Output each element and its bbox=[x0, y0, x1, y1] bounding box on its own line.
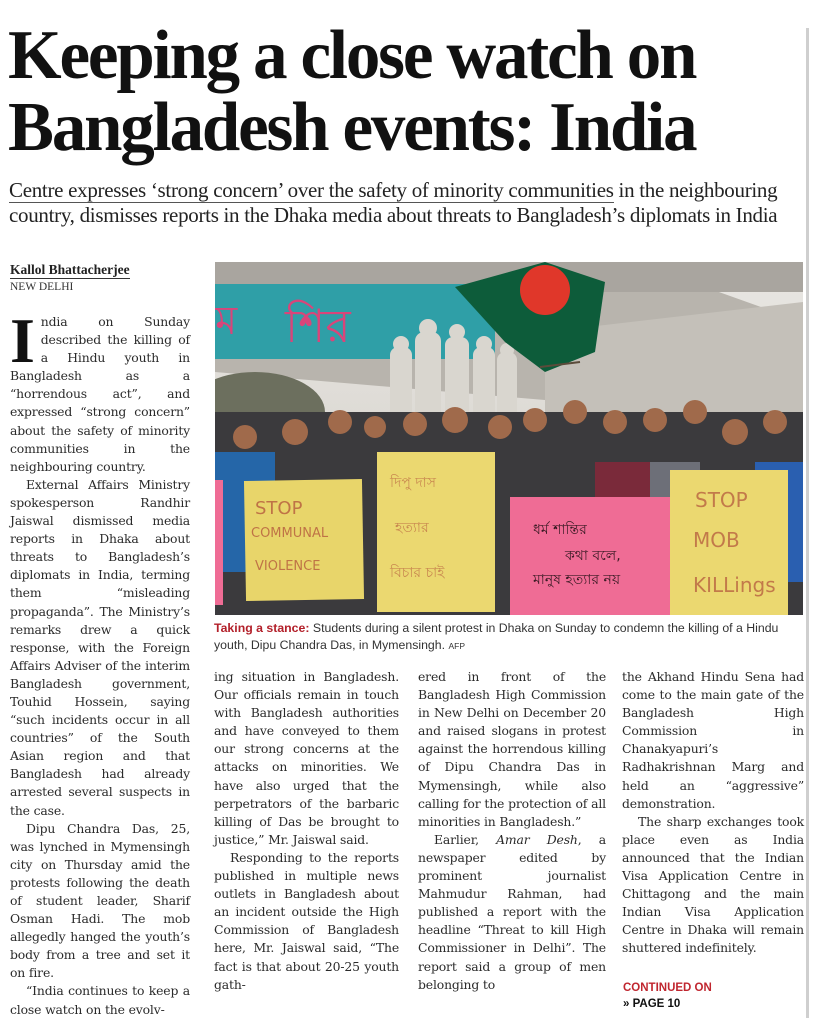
svg-text:ধর্ম শান্তির: ধর্ম শান্তির bbox=[533, 522, 587, 538]
caption-text: Students during a silent protest in Dhaka on Sunday to condemn the killing of a Hindu youth, Dipu Chandra Das, in Mymensingh. bbox=[214, 621, 779, 652]
caption-lead: Taking a stance: bbox=[214, 621, 310, 635]
banner-text: শির bbox=[285, 299, 351, 353]
continued-on-label: CONTINUED ON bbox=[623, 982, 712, 994]
svg-text:হত্যার: হত্যার bbox=[395, 520, 429, 536]
dateline: NEW DELHI bbox=[10, 281, 74, 293]
svg-text:VIOLENCE: VIOLENCE bbox=[255, 559, 321, 574]
svg-text:কথা বলে,: কথা বলে, bbox=[565, 548, 621, 564]
svg-text:KILLings: KILLings bbox=[693, 573, 776, 597]
photo-credit: AFP bbox=[448, 641, 465, 651]
paragraph: Dipu Chandra Das, 25, was lynched in Mymensingh city on Thursday amid the protests following the death of student leader, Sharif Osman Hadi. The mob allegedly hanged the youth’s body from a tree and set it on fire. bbox=[10, 820, 190, 981]
article-column-1 bbox=[10, 305, 190, 1019]
continued-page-link[interactable]: » PAGE 10 bbox=[623, 998, 681, 1010]
paragraph: Earlier, Amar Desh, a newspaper edited by prominent journalist Mahmudur Rahman, had published a report with the headline “Threat to kill High Commissioner in Delhi”. The report said a group of men belonging to bbox=[418, 831, 606, 992]
photo-caption bbox=[214, 620, 804, 655]
protest-photo-illustration bbox=[215, 262, 803, 615]
paragraph: External Affairs Ministry spokesperson Randhir Jaiswal dismissed media reports in Dhaka about threats to Bangladesh’s diplomats in India, terming them “misleading propaganda”. The Ministry’s remarks drew a quick response, with the Foreign Affairs Adviser of the interim Bangladesh government, Touhid Hossein, saying “such incidents occur in all countries” of the South Asian region and that Bangladesh had already arrested several suspects in the case. bbox=[10, 476, 190, 818]
paragraph: the Akhand Hindu Sena had come to the main gate of the Bangladesh High Commission in Chanakyapuri’s Radhakrishnan Marg and held an “aggressive” demonstration. bbox=[622, 669, 804, 811]
svg-text:মানুষ হত্যার নয়: মানুষ হত্যার নয় bbox=[533, 572, 621, 588]
headline-line-1: Keeping a close watch on bbox=[8, 17, 696, 94]
paragraph: “India continues to keep a close watch on the evolv- bbox=[10, 983, 190, 1017]
paragraph: The sharp exchanges took place even as India announced that the Indian Visa Application Centre in Chittagong and the main Indian Visa Application Centre in Dhaka will remain shuttered indefinitely. bbox=[622, 813, 804, 956]
headline bbox=[8, 17, 796, 166]
article-column-4 bbox=[622, 668, 804, 958]
standfirst bbox=[9, 178, 804, 228]
paragraph: ing situation in Bangladesh. Our officials remain in touch with Bangladesh authorities and have conveyed to them our strong concerns at the attacks on minorities. We have also urged that the perpetrators of the barbaric killing of Das be brought to justice,” Mr. Jaiswal said. bbox=[214, 669, 399, 847]
headline-line-2: Bangladesh events: India bbox=[8, 89, 696, 166]
byline[interactable]: Kallol Bhattacherjee bbox=[10, 262, 130, 277]
article-column-2 bbox=[214, 668, 399, 994]
svg-text:ম: ম bbox=[215, 298, 238, 344]
publication-name: Amar Desh bbox=[496, 831, 578, 847]
drop-cap: I bbox=[10, 305, 35, 376]
page-edge-divider bbox=[806, 28, 809, 1018]
paragraph: ered in front of the Bangladesh High Commission in New Delhi on December 20 and raised slogans in protest against the horrendous killing of Dipu Chandra Das in Mymensingh, while also calling for the protection of all minorities in Bangladesh.” bbox=[418, 669, 606, 829]
svg-text:STOP: STOP bbox=[695, 488, 748, 512]
paragraph: Responding to the reports published in multiple news outlets in Bangladesh about an incident outside the High Commission of Bangladesh here, Mr. Jaiswal said, “The fact is that about 20-25 youth gath- bbox=[214, 849, 399, 992]
svg-text:দিপু দাস: দিপু দাস bbox=[390, 475, 436, 491]
article-column-3 bbox=[418, 668, 606, 994]
standfirst-rest: in the neighbouring country, dismisses reports in the Dhaka media about threats to Bangladesh’s diplomats in India bbox=[9, 178, 778, 227]
svg-text:MOB: MOB bbox=[693, 528, 740, 552]
svg-text:STOP: STOP bbox=[255, 498, 303, 519]
svg-text:COMMUNAL: COMMUNAL bbox=[251, 526, 329, 541]
standfirst-highlight: Centre expresses ‘strong concern’ over the safety of minority communities bbox=[9, 178, 614, 202]
news-photo bbox=[215, 262, 803, 615]
paragraph: India on Sunday described the killing of a Hindu youth in Bangladesh as a “horrendous act”, and expressed “strong concern” about the safety of minority communities in the neighbouring country. bbox=[10, 305, 190, 474]
svg-text:বিচার চাই: বিচার চাই bbox=[390, 565, 445, 581]
